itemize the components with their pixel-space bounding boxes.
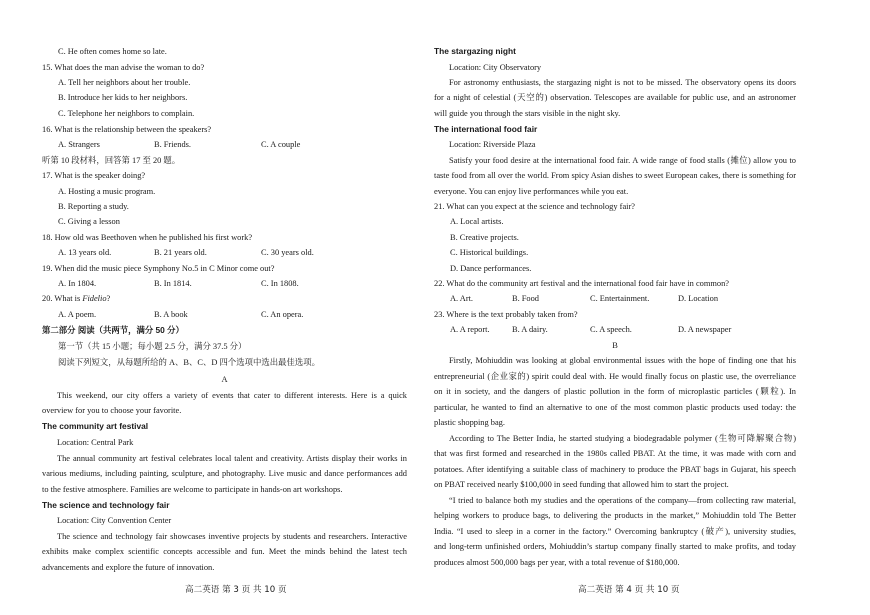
answer-option: B. 21 years old.: [154, 248, 207, 257]
answer-option: B. Food: [512, 294, 539, 303]
text-line: exhibits make complex scientific concepts accessible and fun. Meet the minds behind the latest tech: [42, 547, 407, 556]
section-heading: The science and technology fair: [42, 500, 170, 510]
text-line: B. Reporting a study.: [58, 202, 129, 211]
answer-option: D. Location: [678, 294, 719, 303]
text-line: potatoes. After identifying a suitable class of machinery to produce the PBAT bags in Gujarat, his speech: [434, 465, 796, 474]
right-page: [434, 0, 796, 615]
text-line: 19. When did the music piece Symphony No.5 in C Minor come out?: [42, 264, 275, 273]
text-line: “I tried to balance both my studies and the operations of the company—from collecting raw material,: [449, 496, 796, 505]
text-line: B. Introduce her kids to her neighbors.: [58, 93, 188, 102]
text-line: everyone. You can enjoy live performances while you eat.: [434, 187, 629, 196]
text-line: 17. What is the speaker doing?: [42, 171, 146, 180]
answer-option: B. In 1814.: [154, 279, 192, 288]
text-line: A. Hosting a music program.: [58, 187, 156, 196]
text-line: For astronomy enthusiasts, the stargazing night is not to be missed. The observatory opens its doors: [449, 78, 796, 87]
answer-option: B. A dairy.: [512, 325, 548, 334]
text-line: 阅读下列短文，从每题所给的 A、B、C、D 四个选项中选出最佳选项。: [58, 358, 320, 367]
text-line: 23. Where is the text probably taken from?: [434, 310, 578, 319]
text-line: A. Local artists.: [450, 217, 504, 226]
question-line: 20. What is Fidelio?: [42, 294, 111, 303]
answer-options: [434, 293, 796, 304]
text-line: D. Dance performances.: [450, 264, 532, 273]
text-line: B. Creative projects.: [450, 233, 519, 242]
answer-option: D. A newspaper: [678, 325, 732, 334]
section-heading: 第二部分 阅读（共两节，满分 50 分）: [42, 325, 184, 335]
text-line: Satisfy your food desire at the international food fair. A wide range of food stalls (摊位) allow you to: [449, 156, 796, 165]
text-line: and long-term unfinished orders, Mohiuddin’s startup company finally started to make profits, and today: [434, 542, 796, 551]
answer-option: A. A report.: [450, 325, 490, 334]
text-line: C. He often comes home so late.: [58, 47, 167, 56]
text-line: A. Tell her neighbors about her trouble.: [58, 78, 191, 87]
left-page: [42, 0, 407, 615]
answer-options: [42, 139, 407, 150]
answer-options: [42, 247, 407, 258]
text-line: to the festive atmosphere. Families are welcome to participate in hands-on art workshops.: [42, 485, 343, 494]
text-line: 15. What does the man advise the woman to do?: [42, 63, 205, 72]
answer-options: [42, 309, 407, 320]
text-line: entrepreneurial (企业家的) spirit could deal with. He would finally focus on plastic use, the overreliance: [434, 372, 796, 381]
answer-option: C. In 1808.: [261, 279, 299, 288]
answer-option: C. 30 years old.: [261, 248, 314, 257]
answer-option: A. In 1804.: [58, 279, 97, 288]
text-line: 21. What can you expect at the science and technology fair?: [434, 202, 635, 211]
text-line: plastic shopping bag.: [434, 418, 505, 427]
text-line: Location: Riverside Plaza: [449, 140, 536, 149]
text-line: 听第 10 段材料，回答第 17 至 20 题。: [42, 156, 181, 165]
text-line: Firstly, Mohiuddin was looking at global environmental issues with the hope of finding one that his: [449, 356, 796, 365]
answer-options: [42, 278, 407, 289]
text-line: The science and technology fair showcases inventive projects by students and researchers. Interactive: [57, 532, 407, 541]
text-line: that was first formed and researched in the 1980s called PBAT. At the time, it was made with corn and: [434, 449, 796, 458]
text-line: on PBAT received nearly $100,000 in seed funding that allowed him to start the project.: [434, 480, 729, 489]
text-line: 18. How old was Beethoven when he published his first work?: [42, 233, 253, 242]
section-heading: The stargazing night: [434, 46, 516, 56]
answer-option: C. An opera.: [261, 310, 304, 319]
text-line: various mediums, including painting, sculpture, and photography. Live music and dance performances add: [42, 469, 407, 478]
text-line: helping workers to produce bags, to delivering the products in the market,” Mohiuddin told The Better: [434, 511, 796, 520]
text-line: advancements and explore the future of innovation.: [42, 563, 215, 572]
passage-label: B: [612, 341, 618, 350]
text-line: taste food from all over the world. From spicy Asian dishes to sweet European cakes, there is something for: [434, 171, 796, 180]
answer-option: A. 13 years old.: [58, 248, 112, 257]
answer-option: C. A speech.: [590, 325, 632, 334]
right-page-footer: 高二英语 第 4 页 共 10 页: [578, 585, 680, 595]
text-line: 第一节（共 15 小题；每小题 2.5 分，满分 37.5 分）: [58, 342, 247, 351]
text-line: C. Historical buildings.: [450, 248, 529, 257]
answer-options: [434, 324, 796, 335]
text-line: for a night of celestial (天空的) observation. Telescopes are available for public use, and an astronomer: [434, 93, 796, 102]
answer-option: B. Friends.: [154, 140, 191, 149]
text-line: According to The Better India, he started studying a biodegradable polymer (生物可降解聚合物): [449, 434, 796, 443]
text-line: Location: City Convention Center: [57, 516, 172, 525]
text-line: on it in society, and the dangers of plastic pollution in the form of microplastic particles (颗粒). In: [434, 387, 796, 396]
text-line: India. “I used to sleep in a corner in the factory.” Overcoming bankruptcy (破产), university studies,: [434, 527, 796, 536]
text-line: C. Telephone her neighbors to complain.: [58, 109, 195, 118]
text-line: overview for you to choose your favorite.: [42, 406, 182, 415]
text-line: Location: Central Park: [57, 438, 134, 447]
answer-option: B. A book: [154, 310, 188, 319]
text-line: particular, he wanted to find an alternative to one of the most common plastic products used today: the: [434, 403, 796, 412]
section-heading: The community art festival: [42, 421, 149, 431]
answer-option: C. Entertainment.: [590, 294, 650, 303]
answer-option: A. Art.: [450, 294, 474, 303]
text-line: will guide you through the stars visible in the night sky.: [434, 109, 621, 118]
text-line: Location: City Observatory: [449, 63, 542, 72]
text-line: C. Giving a lesson: [58, 217, 120, 226]
text-line: produces almost 500,000 bags per year, with a total revenue of $180,000.: [434, 558, 680, 567]
text-line: This weekend, our city offers a variety of events that cater to different interests. Here is a quick: [57, 391, 407, 400]
answer-option: C. A couple: [261, 140, 301, 149]
left-page-footer: 高二英语 第 3 页 共 10 页: [185, 585, 287, 595]
text-line: The annual community art festival celebrates local talent and creativity. Artists display their works in: [57, 454, 407, 463]
text-line: 22. What do the community art festival and the international food fair have in common?: [434, 279, 729, 288]
answer-option: A. A poem.: [58, 310, 97, 319]
answer-option: A. Strangers: [58, 140, 100, 149]
passage-label: A: [221, 375, 228, 384]
text-line: 16. What is the relationship between the speakers?: [42, 125, 212, 134]
section-heading: The international food fair: [434, 124, 538, 134]
